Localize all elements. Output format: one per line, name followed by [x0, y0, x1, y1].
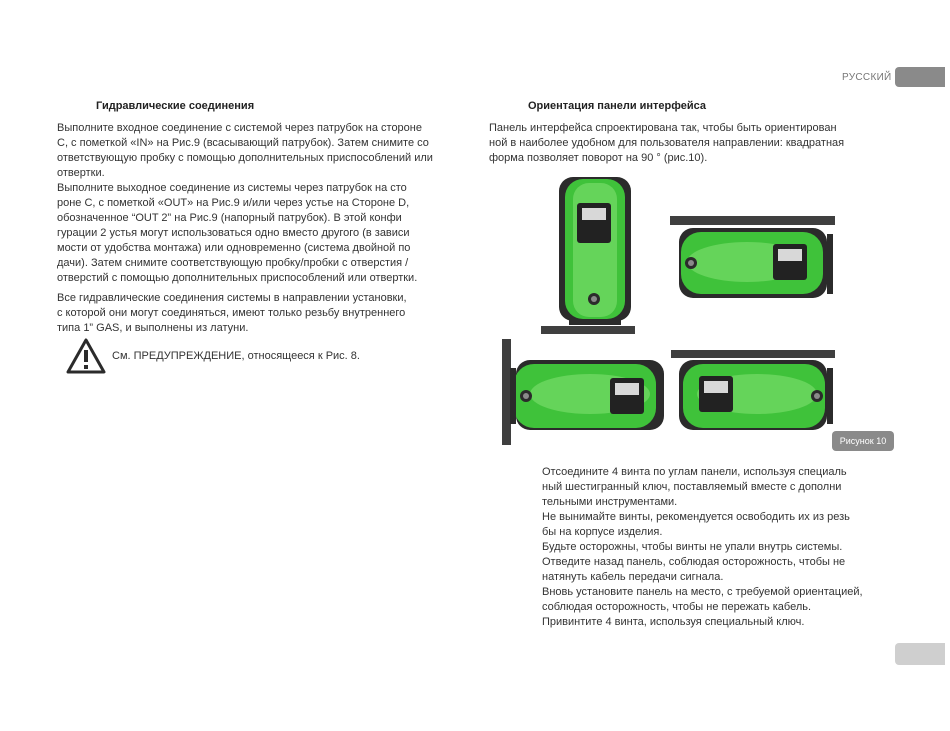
text-line: Привинтите 4 винта, используя специальный ключ.: [542, 616, 805, 628]
orientation-intro: [489, 121, 894, 166]
text-line: отвертки.: [57, 167, 105, 179]
warning-icon: [66, 338, 106, 374]
text-line: роне С, с пометкой «OUT» на Рис.9 и/или через устье на Стороне D,: [57, 197, 410, 209]
language-tab: [895, 67, 945, 87]
text-line: Отсоедините 4 винта по углам панели, используя специаль: [542, 466, 847, 478]
text-line: обозначенное “OUT 2” на Рис.9 (напорный патрубок). В этой конфи: [57, 212, 402, 224]
text-line: Выполните входное соединение с системой через патрубок на стороне: [57, 122, 422, 134]
text-line: гурации 2 устья могут использоваться одно вместо другого (в зависи: [57, 227, 410, 239]
text-line: ный шестигранный ключ, поставляемый вместе с дополни: [542, 481, 842, 493]
text-line: Панель интерфейса спроектирована так, чтобы быть ориентирован: [489, 122, 837, 134]
pump-horizontal-illustration: [677, 224, 835, 302]
mount-bar: [671, 350, 835, 358]
text-line: Будьте осторожны, чтобы винты не упали внутрь системы.: [542, 541, 843, 553]
orientation-heading: Ориентация панели интерфейса: [528, 100, 706, 112]
text-line: с которой они могут соединяться, имеют только резьбу внутреннего: [57, 307, 406, 319]
text-line: Выполните выходное соединение из системы через патрубок на сто: [57, 182, 407, 194]
warning-text: См. ПРЕДУПРЕЖДЕНИЕ, относящееся к Рис. 8.: [112, 350, 360, 362]
text-line: соблюдая осторожность, чтобы не пережать кабель.: [542, 601, 812, 613]
pump-horizontal-illustration: [510, 358, 666, 434]
text-line: С, с пометкой «IN» на Рис.9 (всасывающий патрубок). Затем снимите со: [57, 137, 429, 149]
figure-caption: Рисунок 10: [832, 431, 894, 451]
text-line: натянуть кабель передачи сигнала.: [542, 571, 724, 583]
text-line: бы на корпусе изделия.: [542, 526, 663, 538]
pump-horizontal-illustration: [677, 358, 835, 434]
hydraulic-heading: Гидравлические соединения: [96, 100, 255, 112]
text-line: мости от удобства монтажа) или одновременно (система двойной по: [57, 242, 411, 254]
pump-vertical-illustration: [555, 175, 635, 327]
text-line: Все гидравлические соединения системы в направлении установки,: [57, 292, 407, 304]
page-number-tab: [895, 643, 945, 665]
text-line: ответствующую пробку с помощью дополнительных приспособлений или: [57, 152, 433, 164]
hydraulic-paragraph-2: [57, 291, 462, 336]
warning-note: [66, 338, 360, 374]
mount-bar: [541, 326, 635, 334]
text-line: Не вынимайте винты, рекомендуется освободить их из резь: [542, 511, 850, 523]
text-line: Отведите назад панель, соблюдая осторожность, чтобы не: [542, 556, 846, 568]
text-line: тельными инструментами.: [542, 496, 678, 508]
orientation-instructions: [542, 465, 894, 630]
text-line: типа 1” GAS, и выполнены из латуни.: [57, 322, 249, 334]
text-line: Вновь установите панель на место, с требуемой ориентацией,: [542, 586, 863, 598]
text-line: форма позволяет поворот на 90 ° (рис.10).: [489, 152, 708, 164]
language-label: РУССКИЙ: [842, 72, 892, 83]
text-line: отверстий с помощью дополнительных приспособлений или отвертки.: [57, 272, 418, 284]
text-line: ной в наиболее удобном для пользователя направлении: квадратная: [489, 137, 845, 149]
hydraulic-paragraph-1: [57, 121, 462, 286]
text-line: дачи). Затем снимите соответствующую пробку/пробки с отверстия /: [57, 257, 409, 269]
